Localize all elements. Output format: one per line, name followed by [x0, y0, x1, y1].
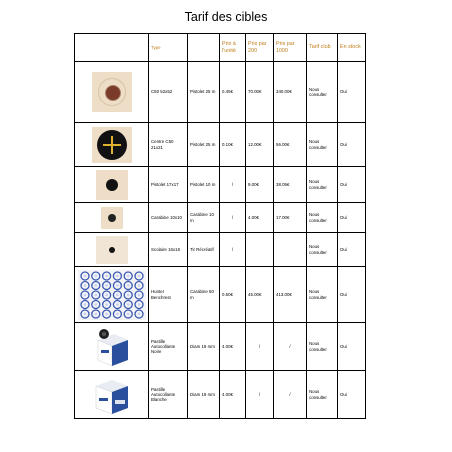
stock-cell: Oui: [338, 203, 366, 233]
price-1000-cell: [274, 233, 307, 267]
usage-cell: Diam 19 mm: [188, 323, 220, 371]
page-title: Tarif des cibles: [184, 10, 268, 24]
type-cell: Pastille Autocollante Blanche: [149, 371, 188, 419]
type-cell: Scolaire 16x16: [149, 233, 188, 267]
stock-cell: Oui: [338, 167, 366, 203]
image-cell: [75, 267, 149, 323]
stock-cell: Oui: [338, 62, 366, 123]
header-usage: [188, 34, 220, 62]
stock-cell: Oui: [338, 233, 366, 267]
price-1000-cell: 56.00€: [274, 123, 307, 167]
club-price-cell: Nous consulter: [307, 203, 338, 233]
image-cell: [75, 123, 149, 167]
price-200-cell: 4.00€: [246, 203, 274, 233]
unit-price-cell: 0.10€: [220, 123, 246, 167]
table-row: [75, 267, 366, 323]
unit-price-cell: /: [220, 203, 246, 233]
club-price-cell: Nous consulter: [307, 233, 338, 267]
price-200-cell: [246, 233, 274, 267]
benchrest-target-image: [78, 270, 146, 320]
table-row: [75, 62, 366, 123]
header-price-1000: Prix par 1000: [274, 34, 307, 62]
price-1000-cell: 413.00€: [274, 267, 307, 323]
c50-target-image: [92, 72, 132, 112]
header-row: [75, 34, 366, 62]
club-price-cell: Nous consulter: [307, 167, 338, 203]
stock-cell: Oui: [338, 371, 366, 419]
unit-price-cell: /: [220, 167, 246, 203]
price-1000-cell: 38.05€: [274, 167, 307, 203]
image-cell: [75, 203, 149, 233]
unit-price-cell: 4.00€: [220, 323, 246, 371]
school-target-image: [96, 236, 128, 264]
header-club-price: Tarif club: [307, 34, 338, 62]
unit-price-cell: /: [220, 233, 246, 267]
usage-cell: Pistolet 25 m: [188, 123, 220, 167]
table-row: [75, 203, 366, 233]
usage-cell: Carabine 10 m: [188, 203, 220, 233]
unit-price-cell: 0.45€: [220, 62, 246, 123]
club-price-cell: Nous consulter: [307, 323, 338, 371]
usage-cell: Pistolet 25 m: [188, 62, 220, 123]
unit-price-cell: 4.00€: [220, 371, 246, 419]
price-1000-cell: 340.00€: [274, 62, 307, 123]
usage-cell: Tir Récréatif: [188, 233, 220, 267]
table-row: [75, 323, 366, 371]
unit-price-cell: 0.50€: [220, 267, 246, 323]
table-row: [75, 233, 366, 267]
usage-cell: Diam 19 mm: [188, 371, 220, 419]
black-sticker-box-image: [92, 326, 132, 368]
image-cell: [75, 62, 149, 123]
type-cell: C50 52x52: [149, 62, 188, 123]
image-cell: [75, 167, 149, 203]
header-image: [75, 34, 149, 62]
usage-cell: Carabine 50 m: [188, 267, 220, 323]
club-price-cell: Nous consulter: [307, 267, 338, 323]
image-cell: [75, 371, 149, 419]
stock-cell: Oui: [338, 267, 366, 323]
price-200-cell: /: [246, 323, 274, 371]
header-price-200: Prix par 200: [246, 34, 274, 62]
white-sticker-box-image: [92, 374, 132, 416]
table-row: [75, 123, 366, 167]
table-row: [75, 167, 366, 203]
image-cell: [75, 233, 149, 267]
table-row: [75, 371, 366, 419]
club-price-cell: Nous consulter: [307, 371, 338, 419]
type-cell: Carabine 10x10: [149, 203, 188, 233]
price-200-cell: /: [246, 371, 274, 419]
centre-c50-target-image: [92, 127, 132, 163]
header-in-stock: En stock: [338, 34, 366, 62]
price-1000-cell: /: [274, 371, 307, 419]
price-1000-cell: /: [274, 323, 307, 371]
price-200-cell: 70.00€: [246, 62, 274, 123]
price-200-cell: 45.00€: [246, 267, 274, 323]
club-price-cell: Nous consulter: [307, 123, 338, 167]
price-200-cell: 12.00€: [246, 123, 274, 167]
price-200-cell: 9.00€: [246, 167, 274, 203]
type-cell: Pistolet 17x17: [149, 167, 188, 203]
club-price-cell: Nous consulter: [307, 62, 338, 123]
usage-cell: Pistolet 10 m: [188, 167, 220, 203]
type-cell: Pastille Autocollante Noire: [149, 323, 188, 371]
stock-cell: Oui: [338, 123, 366, 167]
image-cell: [75, 323, 149, 371]
pistol-target-image: [96, 170, 128, 200]
type-cell: Hunter Benchrest: [149, 267, 188, 323]
price-table: [74, 33, 366, 419]
price-1000-cell: 17.00€: [274, 203, 307, 233]
header-type: Type: [149, 34, 188, 62]
stock-cell: Oui: [338, 323, 366, 371]
header-unit-price: Prix à l'unité: [220, 34, 246, 62]
rifle-target-image: [101, 207, 123, 229]
type-cell: Centre C50 21x21: [149, 123, 188, 167]
